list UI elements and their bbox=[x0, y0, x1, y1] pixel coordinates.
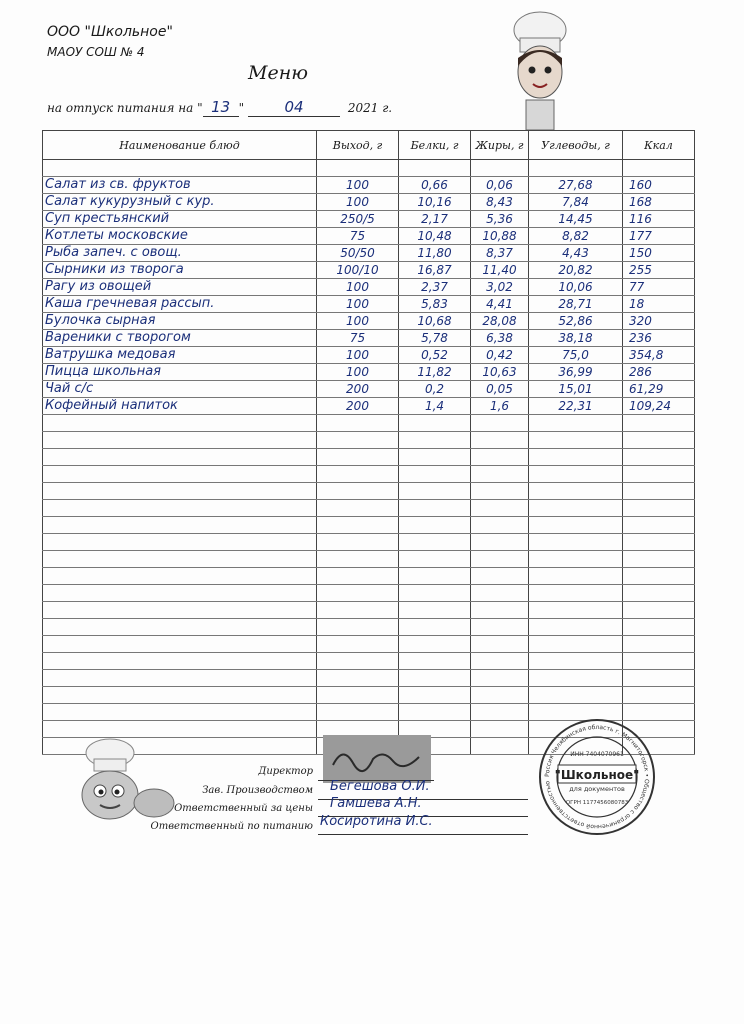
table-row bbox=[43, 670, 695, 687]
cell-yield: 100/10 bbox=[317, 262, 399, 279]
cell-yield bbox=[317, 602, 399, 619]
cell-name: Рыба запеч. с овощ. bbox=[43, 245, 317, 262]
date-quote: " bbox=[238, 101, 245, 115]
cell-carbs bbox=[529, 670, 623, 687]
cell-fat: 5,36 bbox=[471, 211, 529, 228]
cell-carbs bbox=[529, 432, 623, 449]
cell-yield bbox=[317, 585, 399, 602]
cell-fat: 0,06 bbox=[471, 177, 529, 194]
cell-kcal: 77 bbox=[623, 279, 695, 296]
cell-name: Кофейный напиток bbox=[43, 398, 317, 415]
cell-protein bbox=[399, 500, 471, 517]
cell-yield bbox=[317, 534, 399, 551]
cell-fat bbox=[471, 449, 529, 466]
cell-carbs bbox=[529, 534, 623, 551]
school-name: МАОУ СОШ № 4 bbox=[47, 45, 145, 59]
cell-yield: 100 bbox=[317, 177, 399, 194]
cell-kcal bbox=[623, 483, 695, 500]
cell-protein bbox=[399, 466, 471, 483]
cell-carbs bbox=[529, 517, 623, 534]
date-year: 2021 г. bbox=[347, 101, 393, 115]
table-row bbox=[43, 534, 695, 551]
cell-protein bbox=[399, 585, 471, 602]
table-row bbox=[43, 551, 695, 568]
cell-protein bbox=[399, 602, 471, 619]
cell-name: Рагу из овощей bbox=[43, 279, 317, 296]
table-row bbox=[43, 313, 695, 330]
cell-name bbox=[43, 636, 317, 653]
cell-fat: 11,40 bbox=[471, 262, 529, 279]
table-row bbox=[43, 330, 695, 347]
cell-kcal bbox=[623, 466, 695, 483]
cell-kcal: 255 bbox=[623, 262, 695, 279]
cell-carbs bbox=[529, 415, 623, 432]
cell-carbs bbox=[529, 466, 623, 483]
cell-kcal: 286 bbox=[623, 364, 695, 381]
column-header: Наименование блюд bbox=[43, 131, 317, 160]
cell-yield bbox=[317, 483, 399, 500]
cell-yield bbox=[317, 687, 399, 704]
cell-carbs bbox=[529, 687, 623, 704]
table-body bbox=[43, 160, 695, 755]
cell-protein bbox=[399, 483, 471, 500]
cell-fat: 1,6 bbox=[471, 398, 529, 415]
cell-fat bbox=[471, 568, 529, 585]
cell-carbs bbox=[529, 602, 623, 619]
cell-yield bbox=[317, 449, 399, 466]
table-row bbox=[43, 245, 695, 262]
table-row bbox=[43, 296, 695, 313]
cell-carbs: 22,31 bbox=[529, 398, 623, 415]
cell-yield: 200 bbox=[317, 398, 399, 415]
company-stamp bbox=[538, 718, 656, 836]
cell-yield bbox=[317, 500, 399, 517]
cell-kcal bbox=[623, 602, 695, 619]
cell-fat bbox=[471, 483, 529, 500]
cell-yield: 100 bbox=[317, 347, 399, 364]
cell-name bbox=[43, 653, 317, 670]
cell-fat: 10,88 bbox=[471, 228, 529, 245]
cell-protein: 2,17 bbox=[399, 211, 471, 228]
table-row bbox=[43, 500, 695, 517]
cell-fat bbox=[471, 534, 529, 551]
cell-carbs: 15,01 bbox=[529, 381, 623, 398]
cell-protein: 11,82 bbox=[399, 364, 471, 381]
cell-carbs: 4,43 bbox=[529, 245, 623, 262]
cell-fat bbox=[471, 160, 529, 177]
menu-table bbox=[42, 130, 695, 755]
table-row bbox=[43, 160, 695, 177]
cell-carbs: 14,45 bbox=[529, 211, 623, 228]
cell-kcal: 18 bbox=[623, 296, 695, 313]
stamp-inn: ИНН 7404070961 bbox=[570, 751, 624, 758]
cell-yield bbox=[317, 670, 399, 687]
cell-name: Ватрушка медовая bbox=[43, 347, 317, 364]
cell-carbs: 27,68 bbox=[529, 177, 623, 194]
signature-role-production: Зав. Производством bbox=[202, 785, 313, 796]
cell-yield bbox=[317, 636, 399, 653]
column-header: Ккал bbox=[623, 131, 695, 160]
cell-name: Сырники из творога bbox=[43, 262, 317, 279]
table-row bbox=[43, 177, 695, 194]
cell-kcal bbox=[623, 585, 695, 602]
cell-name bbox=[43, 534, 317, 551]
cell-carbs bbox=[529, 483, 623, 500]
signature-name-production: Бегешова О.И. bbox=[330, 779, 430, 794]
cell-carbs: 75,0 bbox=[529, 347, 623, 364]
table-row bbox=[43, 262, 695, 279]
cell-fat: 0,05 bbox=[471, 381, 529, 398]
cell-kcal bbox=[623, 160, 695, 177]
column-header: Белки, г bbox=[399, 131, 471, 160]
cell-fat: 8,43 bbox=[471, 194, 529, 211]
cell-carbs bbox=[529, 653, 623, 670]
cell-kcal: 109,24 bbox=[623, 398, 695, 415]
cell-carbs bbox=[529, 500, 623, 517]
cell-name bbox=[43, 619, 317, 636]
cell-yield: 100 bbox=[317, 279, 399, 296]
cell-kcal bbox=[623, 534, 695, 551]
cell-protein: 5,83 bbox=[399, 296, 471, 313]
cell-carbs: 38,18 bbox=[529, 330, 623, 347]
cell-fat bbox=[471, 415, 529, 432]
cell-name bbox=[43, 160, 317, 177]
cell-carbs bbox=[529, 449, 623, 466]
cell-yield: 100 bbox=[317, 364, 399, 381]
cell-protein: 5,78 bbox=[399, 330, 471, 347]
table-row bbox=[43, 398, 695, 415]
cell-fat bbox=[471, 432, 529, 449]
cell-name bbox=[43, 687, 317, 704]
table-row bbox=[43, 432, 695, 449]
cell-fat bbox=[471, 721, 529, 738]
column-header: Выход, г bbox=[317, 131, 399, 160]
cell-kcal: 160 bbox=[623, 177, 695, 194]
cell-name bbox=[43, 551, 317, 568]
cell-fat: 28,08 bbox=[471, 313, 529, 330]
cell-protein bbox=[399, 415, 471, 432]
stamp-center-text: "Школьное" bbox=[554, 768, 640, 782]
cell-kcal bbox=[623, 670, 695, 687]
cell-fat: 8,37 bbox=[471, 245, 529, 262]
cell-fat bbox=[471, 670, 529, 687]
cell-protein bbox=[399, 534, 471, 551]
column-header: Углеводы, г bbox=[529, 131, 623, 160]
cell-name: Пицца школьная bbox=[43, 364, 317, 381]
cell-fat bbox=[471, 500, 529, 517]
cell-carbs bbox=[529, 551, 623, 568]
cell-name bbox=[43, 602, 317, 619]
cell-carbs: 10,06 bbox=[529, 279, 623, 296]
cell-protein: 10,68 bbox=[399, 313, 471, 330]
date-day-field: 13 bbox=[203, 98, 239, 117]
table-row bbox=[43, 381, 695, 398]
cell-yield bbox=[317, 517, 399, 534]
cell-carbs: 8,82 bbox=[529, 228, 623, 245]
cell-protein: 1,4 bbox=[399, 398, 471, 415]
cell-kcal: 61,29 bbox=[623, 381, 695, 398]
cell-name bbox=[43, 585, 317, 602]
cell-protein bbox=[399, 636, 471, 653]
cell-yield: 50/50 bbox=[317, 245, 399, 262]
table-row bbox=[43, 228, 695, 245]
cell-name bbox=[43, 500, 317, 517]
cell-protein: 0,52 bbox=[399, 347, 471, 364]
cell-fat: 0,42 bbox=[471, 347, 529, 364]
cell-fat bbox=[471, 687, 529, 704]
cell-fat bbox=[471, 738, 529, 755]
table-row bbox=[43, 364, 695, 381]
cell-fat bbox=[471, 619, 529, 636]
table-row bbox=[43, 415, 695, 432]
cell-fat: 6,38 bbox=[471, 330, 529, 347]
stamp-sub-text: для документов bbox=[569, 785, 625, 793]
table-row bbox=[43, 194, 695, 211]
table-row bbox=[43, 619, 695, 636]
cell-kcal bbox=[623, 415, 695, 432]
cell-carbs: 36,99 bbox=[529, 364, 623, 381]
signature-name-prices: Гамшева А.Н. bbox=[330, 796, 422, 811]
cell-fat bbox=[471, 602, 529, 619]
table-row bbox=[43, 636, 695, 653]
cell-protein: 0,2 bbox=[399, 381, 471, 398]
cell-name bbox=[43, 517, 317, 534]
cell-kcal bbox=[623, 568, 695, 585]
cell-yield: 75 bbox=[317, 330, 399, 347]
cell-protein: 10,16 bbox=[399, 194, 471, 211]
cell-protein bbox=[399, 432, 471, 449]
table-header-row bbox=[43, 131, 695, 160]
stamp-ogrn: ОГРН 1177456080783 bbox=[565, 800, 629, 806]
table-row bbox=[43, 347, 695, 364]
cell-name: Суп крестьянский bbox=[43, 211, 317, 228]
cell-fat bbox=[471, 466, 529, 483]
cell-yield: 100 bbox=[317, 194, 399, 211]
cell-fat bbox=[471, 653, 529, 670]
signature-name-nutrition: Косиротина И.С. bbox=[320, 814, 433, 829]
cell-protein: 10,48 bbox=[399, 228, 471, 245]
cell-yield: 100 bbox=[317, 296, 399, 313]
cell-carbs bbox=[529, 636, 623, 653]
date-month-field: 04 bbox=[248, 98, 340, 117]
cell-carbs bbox=[529, 568, 623, 585]
cell-name bbox=[43, 568, 317, 585]
cell-carbs: 28,71 bbox=[529, 296, 623, 313]
cell-yield: 250/5 bbox=[317, 211, 399, 228]
cell-fat bbox=[471, 517, 529, 534]
cell-protein bbox=[399, 568, 471, 585]
cell-fat bbox=[471, 636, 529, 653]
cell-carbs: 20,82 bbox=[529, 262, 623, 279]
cell-protein: 0,66 bbox=[399, 177, 471, 194]
cell-yield: 75 bbox=[317, 228, 399, 245]
date-prefix: на отпуск питания на " bbox=[47, 101, 203, 115]
signature-role-prices: Ответственный за цены bbox=[174, 803, 313, 814]
cell-protein bbox=[399, 160, 471, 177]
table-row bbox=[43, 602, 695, 619]
cell-fat: 4,41 bbox=[471, 296, 529, 313]
cell-name bbox=[43, 483, 317, 500]
cell-yield bbox=[317, 568, 399, 585]
cell-protein: 11,80 bbox=[399, 245, 471, 262]
cell-kcal: 116 bbox=[623, 211, 695, 228]
chef-girl-illustration bbox=[500, 8, 580, 138]
cell-name: Котлеты московские bbox=[43, 228, 317, 245]
cell-name bbox=[43, 704, 317, 721]
cell-kcal bbox=[623, 500, 695, 517]
table-row bbox=[43, 279, 695, 296]
cell-fat bbox=[471, 551, 529, 568]
cell-protein: 2,37 bbox=[399, 279, 471, 296]
cell-name: Чай с/с bbox=[43, 381, 317, 398]
cell-name: Каша гречневая рассып. bbox=[43, 296, 317, 313]
table-row bbox=[43, 449, 695, 466]
cell-kcal bbox=[623, 432, 695, 449]
cell-yield bbox=[317, 551, 399, 568]
cell-yield: 100 bbox=[317, 313, 399, 330]
cell-yield bbox=[317, 160, 399, 177]
table-row bbox=[43, 517, 695, 534]
cell-kcal: 320 bbox=[623, 313, 695, 330]
cell-carbs: 52,86 bbox=[529, 313, 623, 330]
cell-kcal: 168 bbox=[623, 194, 695, 211]
cell-kcal bbox=[623, 449, 695, 466]
stamp-ring-text: Россия Челябинская область г. Магнитогорск • Общество с ограниченной ответственностью bbox=[543, 723, 651, 831]
cell-kcal: 236 bbox=[623, 330, 695, 347]
table-row bbox=[43, 585, 695, 602]
cell-fat: 3,02 bbox=[471, 279, 529, 296]
cell-name bbox=[43, 670, 317, 687]
table-row bbox=[43, 483, 695, 500]
cell-name: Булочка сырная bbox=[43, 313, 317, 330]
cell-fat bbox=[471, 585, 529, 602]
cell-carbs bbox=[529, 585, 623, 602]
cell-protein bbox=[399, 449, 471, 466]
cell-name: Салат кукурузный с кур. bbox=[43, 194, 317, 211]
cell-kcal: 177 bbox=[623, 228, 695, 245]
cell-protein bbox=[399, 704, 471, 721]
cell-kcal bbox=[623, 653, 695, 670]
cell-yield bbox=[317, 619, 399, 636]
cell-yield bbox=[317, 653, 399, 670]
cell-name bbox=[43, 432, 317, 449]
cell-name: Салат из св. фруктов bbox=[43, 177, 317, 194]
cell-fat: 10,63 bbox=[471, 364, 529, 381]
cell-kcal: 354,8 bbox=[623, 347, 695, 364]
cell-kcal bbox=[623, 619, 695, 636]
cell-protein bbox=[399, 670, 471, 687]
cell-name: Вареники с творогом bbox=[43, 330, 317, 347]
cell-kcal bbox=[623, 687, 695, 704]
cell-kcal bbox=[623, 517, 695, 534]
cell-protein bbox=[399, 687, 471, 704]
cell-kcal bbox=[623, 551, 695, 568]
table-row bbox=[43, 568, 695, 585]
cell-yield: 200 bbox=[317, 381, 399, 398]
cell-protein: 16,87 bbox=[399, 262, 471, 279]
org-name: ООО "Школьное" bbox=[47, 24, 173, 40]
date-line bbox=[47, 98, 392, 117]
cell-protein bbox=[399, 551, 471, 568]
cell-yield bbox=[317, 415, 399, 432]
cell-yield bbox=[317, 704, 399, 721]
cell-protein bbox=[399, 619, 471, 636]
cell-yield bbox=[317, 432, 399, 449]
table-row bbox=[43, 466, 695, 483]
table-row bbox=[43, 211, 695, 228]
cell-name bbox=[43, 466, 317, 483]
cell-carbs bbox=[529, 619, 623, 636]
cell-protein bbox=[399, 517, 471, 534]
signature-role-nutrition: Ответственный по питанию bbox=[150, 821, 313, 832]
page-title: Меню bbox=[248, 62, 308, 84]
column-header: Жиры, г bbox=[471, 131, 529, 160]
cell-kcal bbox=[623, 636, 695, 653]
cell-carbs: 7,84 bbox=[529, 194, 623, 211]
signature-role-director: Директор bbox=[258, 766, 313, 777]
cell-kcal: 150 bbox=[623, 245, 695, 262]
cell-fat bbox=[471, 704, 529, 721]
cell-carbs bbox=[529, 160, 623, 177]
cell-yield bbox=[317, 466, 399, 483]
table-row bbox=[43, 687, 695, 704]
table-row bbox=[43, 653, 695, 670]
cell-name bbox=[43, 449, 317, 466]
cell-name bbox=[43, 415, 317, 432]
cell-protein bbox=[399, 653, 471, 670]
